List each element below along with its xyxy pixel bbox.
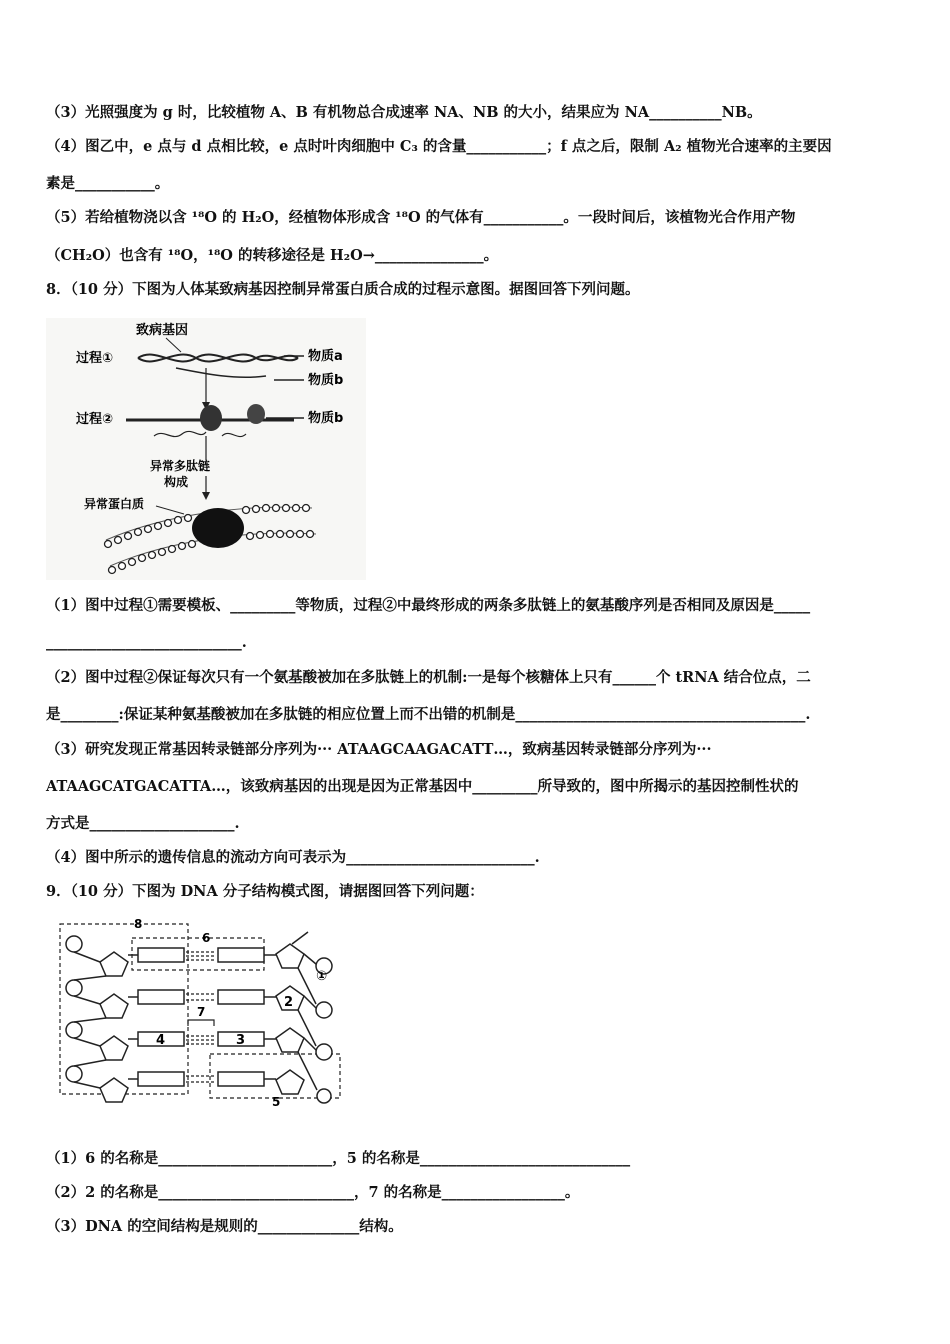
q8-4-line: （4）图中所示的遗传信息的流动方向可表示为__________________________.	[46, 849, 540, 866]
label-1: ①	[316, 969, 328, 984]
substance-b-label-2: 物质b	[308, 411, 344, 426]
process2-label: 过程②	[76, 412, 114, 427]
dna-structure-svg	[52, 914, 352, 1108]
gene-expression-figure	[46, 318, 366, 580]
protein-label: 异常蛋白质	[84, 497, 145, 511]
substance-b-label-1: 物质b	[308, 373, 344, 388]
dna-structure-figure	[52, 914, 352, 1108]
q8-1-line-b: ___________________________.	[46, 634, 247, 651]
q8-1-line-a: （1）图中过程①需要模板、_________等物质，过程②中最终形成的两条多肽链上的氨基酸序列是否相同及原因是_____	[46, 597, 811, 614]
abnormal-protein	[192, 508, 244, 548]
q8-3-line-b: ATAAGCATGACATTA…，该致病基因的出现是因为正常基因中_________所导致的，图中所揭示的基因控制性状的	[46, 778, 799, 795]
q8-3-line-c: 方式是____________________.	[46, 815, 240, 832]
q9-3-line: （3）DNA 的空间结构是规则的______________结构。	[46, 1218, 403, 1235]
q8-heading: 8．（10 分）下图为人体某致病基因控制异常蛋白质合成的过程示意图。据图回答下列问题。	[46, 281, 640, 298]
q9-1-line: （1）6 的名称是________________________，5 的名称是_____________________________	[46, 1150, 631, 1167]
ribosome-1	[200, 405, 222, 431]
process1-label: 过程①	[76, 351, 114, 366]
gene-expression-svg	[46, 318, 366, 580]
q8-2-line-b: 是________:保证某种氨基酸被加在多肽链的相应位置上而不出错的机制是________________________________________.	[46, 706, 811, 723]
q8-3-line-a: （3）研究发现正常基因转录链部分序列为··· ATAAGCAAGACATT…，致病基因转录链部分序列为···	[46, 741, 712, 758]
label-6: 6	[202, 931, 211, 945]
label-7: 7	[197, 1005, 206, 1019]
label-3: 3	[236, 1033, 246, 1048]
q9-heading: 9．（10 分）下图为 DNA 分子结构模式图，请据图回答下列问题：	[46, 883, 484, 900]
label-5: 5	[272, 1095, 281, 1108]
q7-5-line-b: （CH₂O）也含有 ¹⁸O，¹⁸O 的转移途径是 H₂O→_______________。	[46, 247, 499, 264]
polypeptide-label: 异常多肽链	[150, 459, 211, 473]
q9-2-line: （2）2 的名称是___________________________，7 的名称是_________________。	[46, 1184, 580, 1201]
gene-label: 致病基因	[136, 323, 189, 338]
label-2: 2	[284, 995, 294, 1010]
q7-4-line-b: 素是___________。	[46, 175, 170, 192]
q7-3-line: （3）光照强度为 g 时，比较植物 A、B 有机物总合成速率 NA、NB 的大小，结果应为 NA__________NB。	[46, 104, 762, 121]
compose-label: 构成	[164, 475, 189, 489]
right-sugars	[276, 944, 304, 1094]
label-8: 8	[134, 917, 143, 931]
substance-a-label: 物质a	[308, 349, 343, 364]
q7-5-line-a: （5）若给植物浇以含 ¹⁸O 的 H₂O，经植物体形成含 ¹⁸O 的气体有___________。一段时间后，该植物光合作用产物	[46, 209, 796, 226]
ribosome-2	[247, 404, 265, 424]
label-4: 4	[156, 1033, 166, 1048]
left-sugars	[100, 952, 128, 1102]
left-phosphates	[66, 936, 82, 1082]
q7-4-line-a: （4）图乙中，e 点与 d 点相比较，e 点时叶肉细胞中 C₃ 的含量___________；f 点之后，限制 A₂ 植物光合速率的主要因	[46, 138, 832, 155]
q8-2-line-a: （2）图中过程②保证每次只有一个氨基酸被加在多肽链上的机制:一是每个核糖体上只有______个 tRNA 结合位点，二	[46, 669, 811, 686]
